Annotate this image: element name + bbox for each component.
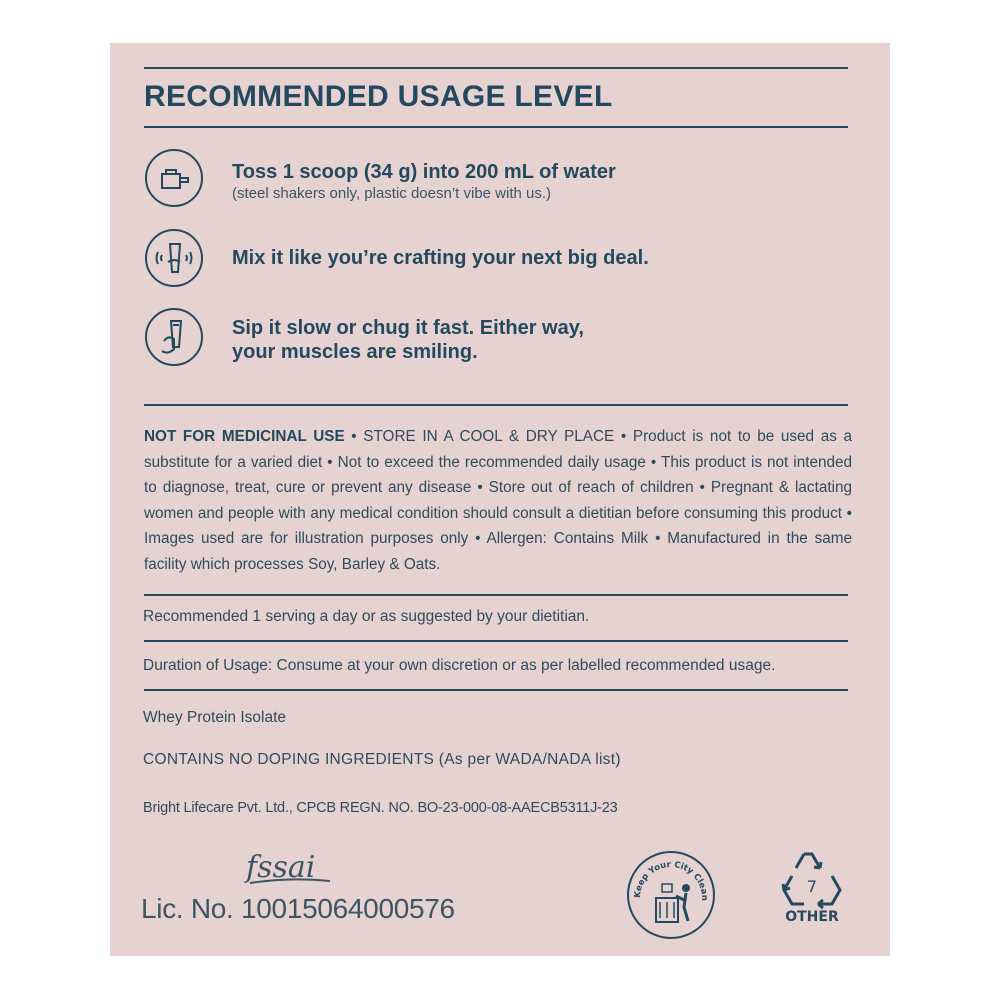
recycle-number: 7 <box>806 877 818 896</box>
divider <box>144 404 848 406</box>
page-title: RECOMMENDED USAGE LEVEL <box>144 80 613 113</box>
divider <box>144 67 848 69</box>
manufacturer-text: Bright Lifecare Pvt. Ltd., CPCB REGN. NO. BO-23-000-08-AAECB5311J-23 <box>143 800 618 816</box>
doping-statement: CONTAINS NO DOPING INGREDIENTS (As per WADA/NADA list) <box>143 751 621 768</box>
shaker-drink-icon <box>144 307 204 367</box>
step-3-main: Sip it slow or chug it fast. Either way, <box>232 317 584 339</box>
step-1-sub: (steel shakers only, plastic doesn’t vibe with us.) <box>232 185 552 202</box>
shaker-shake-icon <box>144 228 204 288</box>
fssai-logo-text: fssai <box>246 850 316 885</box>
warnings-text: • STORE IN A COOL & DRY PLACE • Product is not to be used as a substitute for a varied diet • Not to exceed the recommended daily usage • This product is not intended to diagnose, treat, cure or prevent any disease • Store out of reach of children • Pregnant & lactating women and people with any medical condition should consult a dietitian before consuming this product • Images used are for illustration purposes only • Allergen: Contains Milk • Manufactured in the same facility which processes Soy, Barley & Oats. <box>144 428 853 573</box>
step-2-main: Mix it like you’re crafting your next big deal. <box>232 247 649 269</box>
recycle-icon <box>774 846 850 926</box>
step-1 <box>232 160 616 204</box>
divider <box>144 126 848 128</box>
warnings-paragraph <box>144 424 852 577</box>
divider <box>144 640 848 642</box>
divider <box>144 689 848 691</box>
recycle-label: OTHER <box>785 909 839 925</box>
clean-badge-text: Keep Your City Clean <box>632 859 710 901</box>
step-3-main-line2: your muscles are smiling. <box>232 341 478 363</box>
svg-text:Keep Your City Clean & Green <box>626 850 709 901</box>
product-name: Whey Protein Isolate <box>143 709 287 726</box>
license-number: Lic. No. 10015064000576 <box>141 893 455 924</box>
warnings-lead: NOT FOR MEDICINAL USE <box>144 428 345 445</box>
step-2 <box>232 246 649 270</box>
scoop-icon <box>144 148 204 208</box>
bin-icon <box>626 850 716 940</box>
step-3 <box>232 316 584 364</box>
fssai-logo <box>244 843 334 893</box>
duration-text: Duration of Usage: Consume at your own discretion or as per labelled recommended usage. <box>143 657 776 674</box>
divider <box>144 594 848 596</box>
serving-text: Recommended 1 serving a day or as suggested by your dietitian. <box>143 608 590 625</box>
step-1-main: Toss 1 scoop (34 g) into 200 mL of water <box>232 161 616 183</box>
